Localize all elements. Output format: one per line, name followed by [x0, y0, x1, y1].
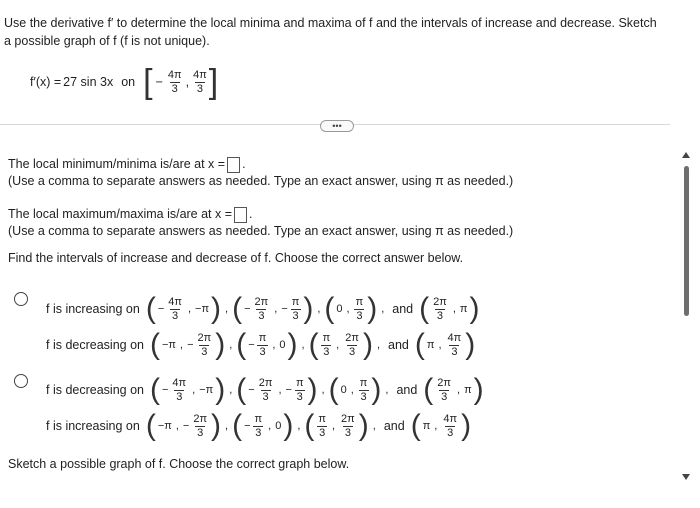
option-a-line-1-label: f is increasing on: [46, 302, 140, 316]
interval-set-1-b: ( − $\frac{4\pi}{3}$ , −π ) , ( − $\frac{2\pi}{3}$ , − $\frac{\pi}{3}$ ) , ( 0 , $\frac{\pi}{3}$ ) , and ( $\frac{2\pi}{3}$ , π ): [149, 373, 484, 406]
scroll-down-icon[interactable]: [682, 474, 690, 480]
option-a-line-2: [46, 325, 475, 365]
derivative-on: on: [121, 75, 136, 89]
interval-set-1: ( − $\frac{4\pi}{3}$ , −π ) , ( − $\frac{2\pi}{3}$ , − $\frac{\pi}{3}$ ) , ( 0 , $\frac{\pi}{3}$ ) , and ( $\frac{2\pi}{3}$ , π ): [145, 292, 480, 325]
maxima-answer-box[interactable]: [234, 207, 247, 223]
derivative-expression: [30, 62, 218, 102]
minima-answer-box[interactable]: [227, 157, 240, 173]
maxima-hint: (Use a comma to separate answers as needed. Type an exact answer, using π as needed.): [8, 224, 514, 238]
left-bracket: [: [143, 63, 153, 101]
question-header: [0, 0, 700, 118]
maxima-label: The local maximum/maxima is/are at x =: [8, 207, 233, 221]
domain-lower-sign: −: [155, 75, 163, 89]
option-b-line-1-label: f is decreasing on: [46, 383, 144, 397]
interval-set-2: ( −π , − $\frac{2\pi}{3}$ ) , ( − $\frac{\pi}{3}$ , 0 ) , ( $\frac{\pi}{3}$ , $\frac{2\pi}{3}$ ) , and ( π , $\frac{4\pi}{3}$ ): [149, 328, 476, 361]
domain-lower: [166, 69, 184, 96]
domain-upper-den: 3: [196, 82, 203, 95]
option-b-line-2-label: f is increasing on: [46, 419, 140, 433]
right-bracket: ]: [208, 63, 219, 101]
graph-question: Sketch a possible graph of f. Choose the correct graph below.: [8, 457, 350, 471]
minima-hint: (Use a comma to separate answers as needed. Type an exact answer, using π as needed.): [8, 174, 514, 188]
prompt-line-1: Use the derivative f′ to determine the local minima and maxima of f and the intervals of increase and decrease. Sketch: [4, 16, 657, 30]
option-b-line-1: [46, 370, 484, 410]
minima-question: The local minimum/minima is/are at x = . (Use a comma to separate answers as needed. Type an exact answer, using π as needed.): [8, 157, 514, 188]
domain-lower-num: 4π: [167, 68, 182, 81]
option-b-line-2: [46, 406, 471, 446]
option-a-line-1: [46, 289, 480, 329]
interval-set-2-b: ( −π , − $\frac{2\pi}{3}$ ) , ( − $\frac{\pi}{3}$ , 0 ) , ( $\frac{\pi}{3}$ , $\frac{2\pi}{3}$ ) , and ( π , $\frac{4\pi}{3}$ ): [145, 409, 472, 442]
maxima-question: The local maximum/maxima is/are at x = . (Use a comma to separate answers as needed. Type an exact answer, using π as needed.): [8, 207, 514, 238]
domain-lower-den: 3: [171, 82, 178, 95]
intervals-question: Find the intervals of increase and decrease of f. Choose the correct answer below.: [8, 251, 464, 265]
prompt-line-2: a possible graph of f (f is not unique).: [4, 34, 210, 48]
domain-interval: [ − $\frac{4\pi}{3}$ , $\frac{4\pi}{3}$ ]: [143, 63, 219, 101]
option-a-radio[interactable]: [14, 292, 28, 306]
domain-upper: [191, 69, 209, 96]
more-button[interactable]: •••: [320, 120, 354, 132]
scroll-up-icon[interactable]: [682, 152, 690, 158]
scrollbar[interactable]: [678, 146, 696, 486]
minima-label: The local minimum/minima is/are at x =: [8, 157, 226, 171]
derivative-lhs: f′(x) =: [30, 75, 62, 89]
derivative-rhs: 27 sin 3x: [63, 75, 114, 89]
domain-upper-num: 4π: [193, 68, 207, 81]
option-a-line-2-label: f is decreasing on: [46, 338, 144, 352]
option-b-radio[interactable]: [14, 374, 28, 388]
scrollbar-thumb[interactable]: [684, 166, 689, 316]
question-prompt: [4, 14, 694, 50]
